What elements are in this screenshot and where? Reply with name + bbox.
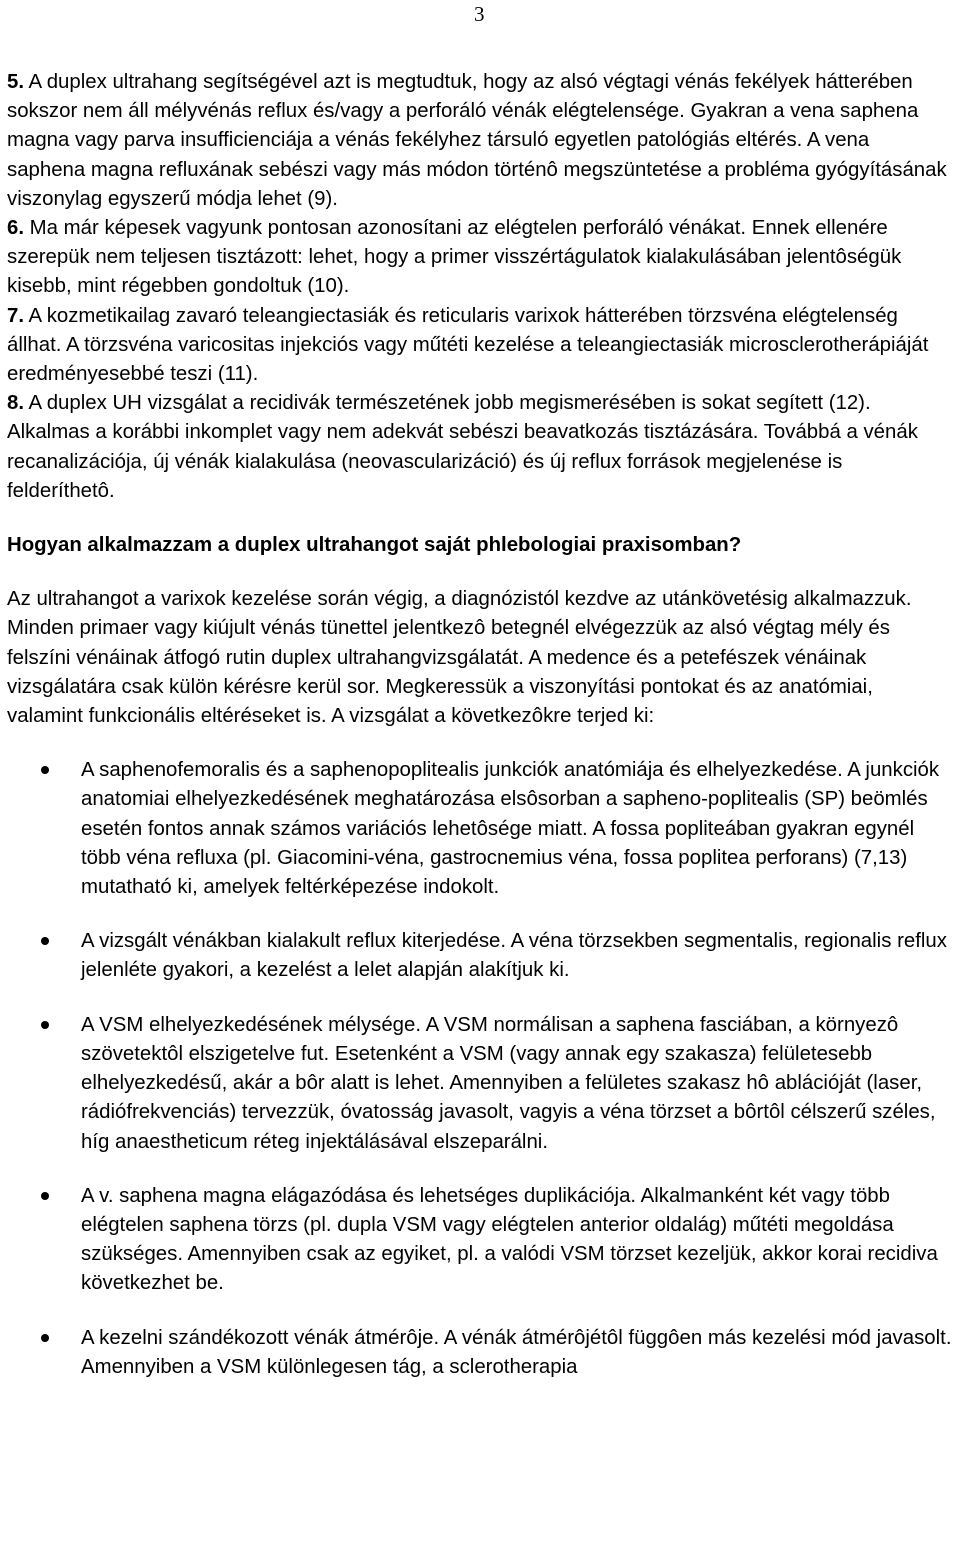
numbered-paragraph <box>7 389 953 506</box>
paragraph-text: A duplex UH vizsgálat a recidivák természetének jobb megismerésében is sokat segített (12). Alkalmas a korábbi inkomplet vagy nem adekvát sebészi beavatkozás tisztázására. Továbbá a vénák recanalizációja, új vénák kialakulása (neovascularizáció) és új reflux források megjelenése is felderíthetô. <box>7 392 918 502</box>
section-heading: Hogyan alkalmazzam a duplex ultrahangot saját phlebologiai praxisomban? <box>7 534 742 557</box>
list-item-text: A v. saphena magna elágazódása és lehetséges duplikációja. Alkalmanként két vagy több elégtelen saphena törzs (pl. dupla VSM vagy elégtelen anterior oldalág) műtéti megoldása szükséges. Amennyiben csak az egyiket, pl. a valódi VSM törzset kezeljük, akkor korai recidiva következhet be. <box>81 1184 938 1295</box>
numbered-paragraph <box>7 214 953 302</box>
list-item-text: A saphenofemoralis és a saphenopoplitealis junkciók anatómiája és elhelyezkedése. A junkciók anatomiai elhelyezkedésének meghatározása elsôsorban a sapheno-poplitealis (SP) beömlés esetén fontos annak számos variációs lehetôsége miatt. A fossa popliteában gyakran egynél több véna refluxa (pl. Giacomini-véna, gastrocnemius véna, fossa poplitea perforans) (7,13) mutatható ki, amelyek feltérképezése indokolt. <box>81 759 940 899</box>
item-number: 5. <box>7 71 25 93</box>
item-number: 8. <box>7 392 25 415</box>
paragraph-text: A kozmetikailag zavaró teleangiectasiák és reticularis varixok hátterében törzsvéna elégtelenség állhat. A törzsvéna varicositas injekciós vagy műtéti kezelése a teleangiectasiák microsclerotherápiáját eredményesebbé teszi (11). <box>7 304 929 386</box>
document-body <box>7 68 953 1407</box>
bullet-icon <box>41 937 49 945</box>
intro-paragraph: Az ultrahangot a varixok kezelése során végig, a diagnózistól kezdve az utánkövetésig alkalmazzuk. Minden primaer vagy kiújult vénás tünettel jelentkezô betegnél elvégezzük az alsó végtag mély és felszíni vénáinak átfogó rutin duplex ultrahangvizsgálatát. A medence és a petefészek vénáinak vizsgálatára csak külön kérésre kerül sor. Megkeressük a viszonyítási pontokat és az anatómiai, valamint funkcionális eltéréseket is. A vizsgálat a következôkre terjed ki: <box>7 588 912 728</box>
bullet-icon <box>41 766 49 774</box>
numbered-paragraph <box>7 302 953 390</box>
bullet-list <box>7 756 953 1382</box>
list-item <box>7 756 953 902</box>
item-number: 6. <box>7 217 25 240</box>
paragraph-text: Ma már képesek vagyunk pontosan azonosítani az elégtelen perforáló vénákat. Ennek ellenére szerepük nem teljesen tisztázott: lehet, hogy a primer visszértágulatok kialakulásában jelentôségük kisebb, mint régebben gondoltuk (10). <box>7 217 902 298</box>
paragraph-text: A duplex ultrahang segítségével azt is megtudtuk, hogy az alsó végtagi vénás fekélyek hátterében sokszor nem áll mélyvénás reflux és/vagy a perforáló vénák elégtelensége. Gyakran a vena saphena magna vagy parva insufficienciája a vénás fekélyhez társuló egyetlen patológiás eltérés. A vena saphena magna refluxának sebészi vagy más módon történô megszüntetése a probléma gyógyításának viszonylag egyszerű módja lehet (9). <box>7 71 947 210</box>
list-item <box>7 927 953 985</box>
bullet-icon <box>41 1334 49 1342</box>
page-number: 3 <box>474 2 485 26</box>
list-item-text: A VSM elhelyezkedésének mélysége. A VSM normálisan a saphena fasciában, a környezô szövetektôl elszigetelve fut. Esetenként a VSM (vagy annak egy szakasza) felületesebb elhelyezkedésű, akár a bôr alatt is lehet. Amennyiben a felületes szakasz hô ablációját (laser, rádiófrekvenciás) tervezzük, óvatosság javasolt, vagyis a véna törzset a bôrtôl célszerű széles, híg anaestheticum réteg injektálásával elszeparálni. <box>81 1013 936 1153</box>
list-item-text: A kezelni szándékozott vénák átmérôje. A vénák átmérôjétôl függôen más kezelési mód javasolt. Amennyiben a VSM különlegesen tág, a sclerotherapia <box>81 1326 952 1378</box>
bullet-icon <box>41 1192 49 1200</box>
list-item <box>7 1011 953 1157</box>
item-number: 7. <box>7 304 25 327</box>
list-item-text: A vizsgált vénákban kialakult reflux kiterjedése. A véna törzsekben segmentalis, regionalis reflux jelenléte gyakori, a kezelést a lelet alapján alakítjuk ki. <box>81 930 947 982</box>
bullet-icon <box>41 1021 49 1029</box>
list-item <box>7 1182 953 1299</box>
list-item <box>7 1324 953 1382</box>
numbered-paragraph <box>7 68 953 214</box>
